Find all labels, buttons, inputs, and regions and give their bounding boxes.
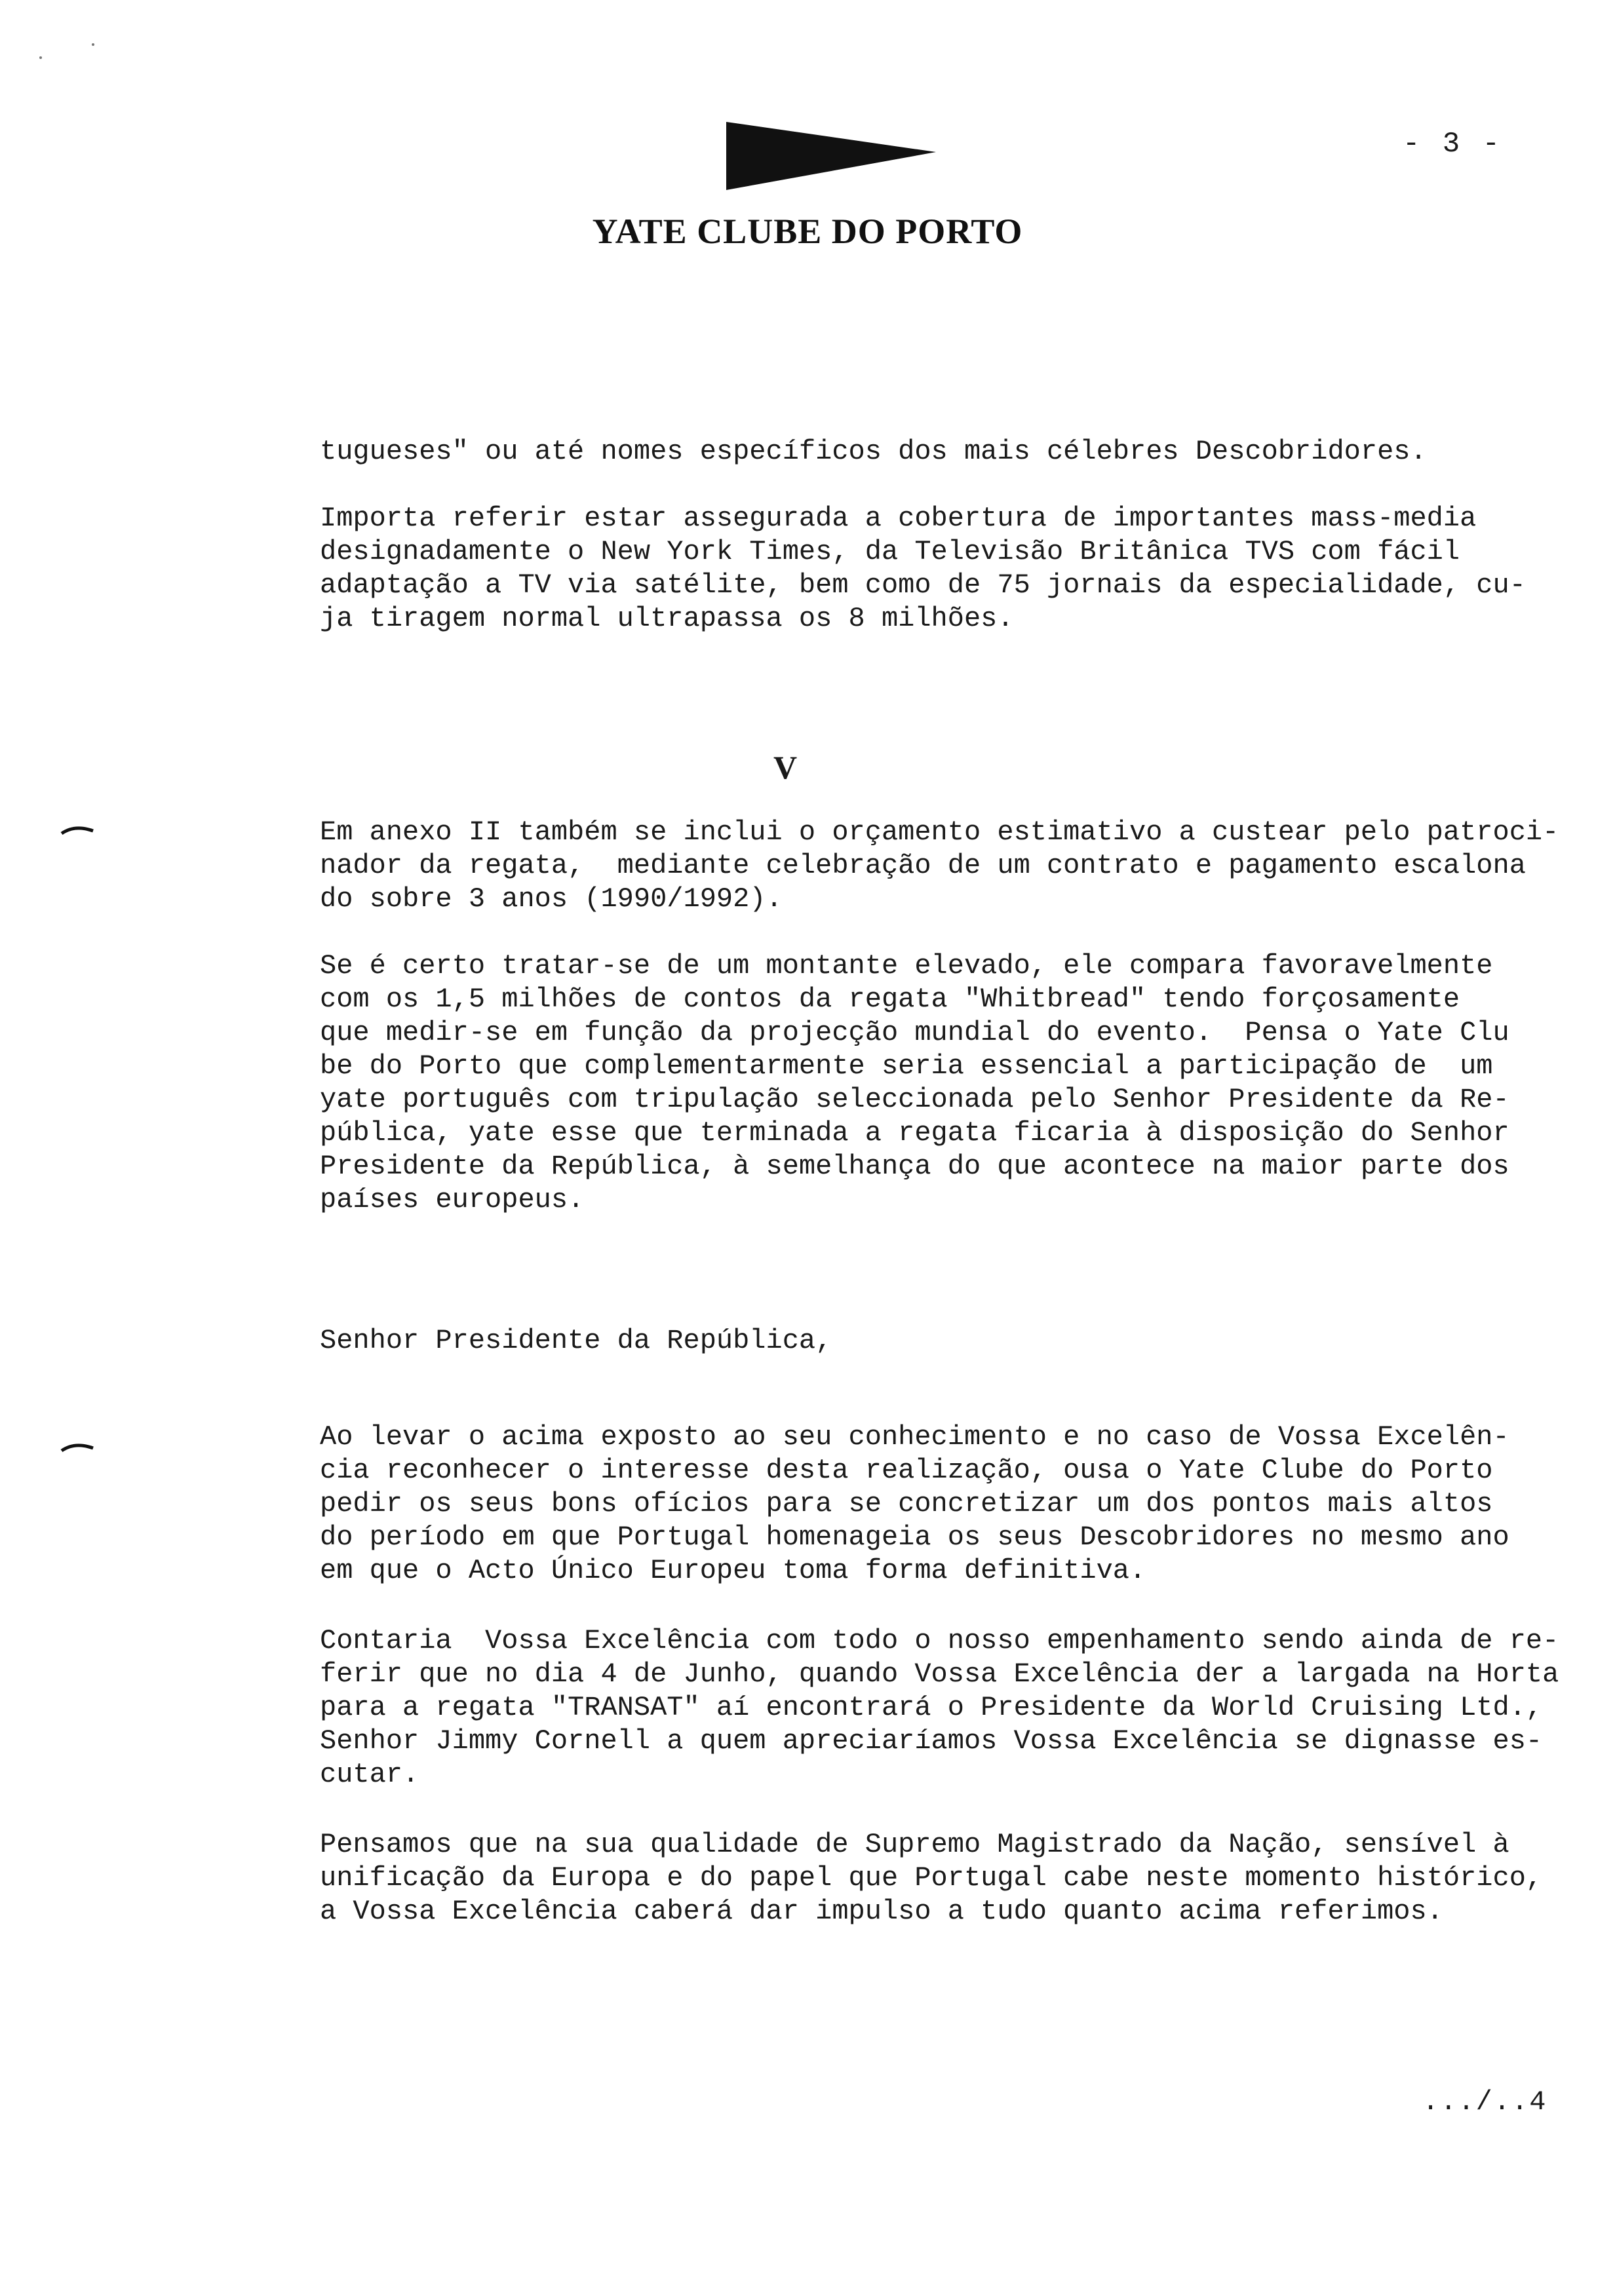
paragraph: Contaria Vossa Excelência com todo o nosso empenhamento sendo ainda de re- ferir que no dia 4 de Junho, quando Vossa Excelência der a largada na Horta para a regata "TRANSAT" aí encontrará o Presidente da World Cruising Ltd., Senhor Jimmy Cornell a quem apreciaríamos Vossa Excelência se dignasse es- cutar. [320, 1625, 1559, 1790]
margin-tick-mark [60, 823, 94, 836]
paragraph: Se é certo tratar-se de um montante elevado, ele compara favoravelmente com os 1,5 milhões de contos da regata "Whitbread" tendo forçosamente que medir-se em função da projecção mundial do evento. Pensa o Yate Clu be do Porto que complementarmente seria essencial a participação de um yate português com tripulação seleccionada pelo Senhor Presidente da Re- pública, yate esse que terminada a regata ficaria à disposição do Senhor Presidente da República, à semelhança do que acontece na maior parte dos países europeus. [320, 950, 1509, 1215]
scan-speck [39, 56, 42, 59]
page-continuation: .../..4 [1422, 2086, 1547, 2118]
letter-body [320, 435, 1565, 1928]
paragraph: Em anexo II também se inclui o orçamento estimativo a custear pelo patroci- nador da regata, mediante celebração de um contrato e pagamento escalona do sobre 3 anos (1990/1992). [320, 816, 1559, 915]
salutation: Senhor Presidente da República, [320, 1325, 832, 1356]
page-number: - 3 - [1403, 128, 1503, 161]
paragraph: Ao levar o acima exposto ao seu conhecimento e no caso de Vossa Excelên- cia reconhecer o interesse desta realização, ousa o Yate Clube do Porto pedir os seus bons ofícios para se concretizar um dos pontos mais altos do período em que Portugal homenageia os seus Descobridores no mesmo ano em que o Acto Único Europeu toma forma definitiva. [320, 1421, 1509, 1586]
pennant-flag-icon [726, 122, 936, 190]
paragraph: Importa referir estar assegurada a cobertura de importantes mass-media designadamente o New York Times, da Televisão Britânica TVS com fácil adaptação a TV via satélite, bem como de 75 jornais da especialidade, cu- ja tiragem normal ultrapassa os 8 milhões. [320, 503, 1526, 634]
paragraph: Pensamos que na sua qualidade de Supremo Magistrado da Nação, sensível à unificação da Europa e do papel que Portugal cabe neste momento histórico, a Vossa Excelência caberá dar impulso a tudo quanto acima referimos. [320, 1829, 1543, 1927]
scan-speck [92, 43, 94, 46]
section-number: V [773, 749, 798, 786]
club-name: YATE CLUBE DO PORTO [592, 212, 1023, 251]
paragraph: tugueses" ou até nomes específicos dos mais célebres Descobridores. [320, 436, 1427, 467]
margin-tick-mark [60, 1440, 94, 1453]
